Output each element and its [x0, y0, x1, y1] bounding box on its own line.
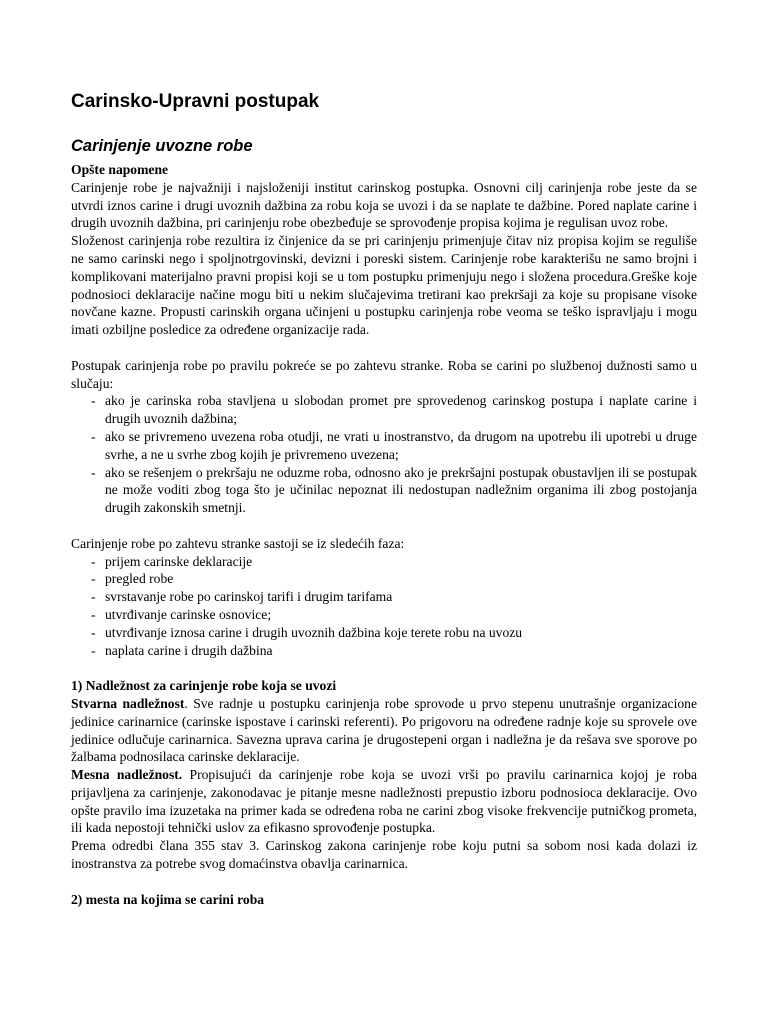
- bold-lead: Mesna nadležnost.: [71, 767, 183, 783]
- spacer: [71, 873, 697, 891]
- paragraph: Carinjenje robe je najvažniji i najsloženiji institut carinskog postupka. Osnovni cilj carinjenja robe jeste da se utvrdi iznos carine i drugi uvoznih dažbina za robu koja se uvozi i da se naplate te dažbine. Pored naplate carine i drugih uvoznih dažbina, pri carinjenju robe obezbeđuje se sprovođenje propisa kojima je regulisan uvoz robe.: [71, 179, 697, 231]
- bold-lead: Stvarna nadležnost: [71, 695, 185, 711]
- list-item: - ako je carinska roba stavljena u slobodan promet pre sprovedenog carinskog postupa i naplate carine i drugih uvoznih dažbina;: [71, 392, 697, 428]
- document-body: [71, 161, 697, 908]
- paragraph-text: Propisujući da carinjenje robe koja se uvozi vrši po pravilu carinarnica kojoj je roba prijavljena za carinjenje, zakonodavac je pitanje mesne nadležnosti prepustio izboru podnosioca deklaracije. Ovo opšte pravilo ima izuzetaka na primer kada se određena roba ne carini zbog visoke frekvencije putničkog prometa, ili kada nepostoji tehnički uslov za efikasno sprovođenje postupka.: [71, 767, 697, 836]
- paragraph: Postupak carinjenja robe po pravilu pokreće se po zahtevu stranke. Roba se carini po službenoj dužnosti samo u slučaju:: [71, 357, 697, 391]
- spacer: [71, 659, 697, 677]
- phases-list: [71, 553, 697, 660]
- list-item: - utvrđivanje iznosa carine i drugih uvoznih dažbina koje terete robu na uvozu: [71, 624, 697, 642]
- list-item: - prijem carinske deklaracije: [71, 553, 697, 571]
- paragraph: Složenost carinjenja robe rezultira iz činjenice da se pri carinjenju primenjuje čitav niz propisa kojim se reguliše ne samo carinski nego i spoljnotrgovinski, devizni i poreski sistem. Carinjenje robe karakterišu ne samo brojni i komplikovani materijalno pravni propisi koji se u tom postupku primenjuju nego i složena procedura.Greške koje podnosioci deklaracije načine mogu biti u nekim slučajevima tretirani kao prekršaji za koje su propisane visoke novčane kazne. Propusti carinskih organa učinjeni u postupku carinjenja robe veoma se teško ispravljaju i mogu imati ozbiljne posledice za određene organizacije rada.: [71, 233, 697, 338]
- list-item: - naplata carine i drugih dažbina: [71, 642, 697, 660]
- subheading-general: Opšte napomene: [71, 162, 169, 177]
- paragraph: [71, 695, 697, 766]
- paragraph-text: . Sve radnje u postupku carinjenja robe sprovode u prvo stepenu unutrašnje organizacione jedinice carinarnice (carinske ispostave i carinski referenti). Po prigovoru na određene radnje koje su sprovele ove jedinice odlučuje carinarnica. Savezna uprava carina je drugostepeni organ i nadležna je da rešava sve sporove po žalbama podnosilaca carinske deklaracije.: [71, 695, 697, 765]
- list-item: - svrstavanje robe po carinskoj tarifi i drugim tarifama: [71, 588, 697, 606]
- document-title: Carinsko-Upravni postupak: [71, 91, 320, 112]
- ex-officio-list: [71, 392, 697, 517]
- section-2-heading: 2) mesta na kojima se carini roba: [71, 891, 265, 907]
- list-item: - pregled robe: [71, 570, 697, 588]
- spacer: [71, 339, 697, 357]
- list-item: - ako se privremeno uvezena roba otudji, ne vrati u inostranstvo, da drugom na upotrebu ili upotrebi u druge svrhe, a ne u svrhe zbog kojih je privremeno uvezena;: [71, 428, 697, 464]
- paragraph: Prema odredbi člana 355 stav 3. Carinskog zakona carinjenje robe koju putni sa sobom nosi kada dolazi iz inostranstva za potrebe svog domaćinstva obavlja carinarnica.: [71, 838, 697, 872]
- section-1-heading: 1) Nadležnost za carinjenje robe koja se uvozi: [71, 678, 337, 694]
- paragraph: [71, 766, 697, 837]
- paragraph: Carinjenje robe po zahtevu stranke sastoji se iz sledećih faza:: [71, 535, 405, 551]
- spacer: [71, 517, 697, 535]
- section-title: Carinjenje uvozne robe: [71, 137, 253, 155]
- list-item: - ako se rešenjem o prekršaju ne oduzme roba, odnosno ako je prekršajni postupak obustavljen ili se postupak ne može voditi zbog toga što je učinilac nepoznat ili nedostupan nadležnim organima ili zbog postojanja drugih zakonskih smetnji.: [71, 464, 697, 517]
- list-item: - utvrđivanje carinske osnovice;: [71, 606, 697, 624]
